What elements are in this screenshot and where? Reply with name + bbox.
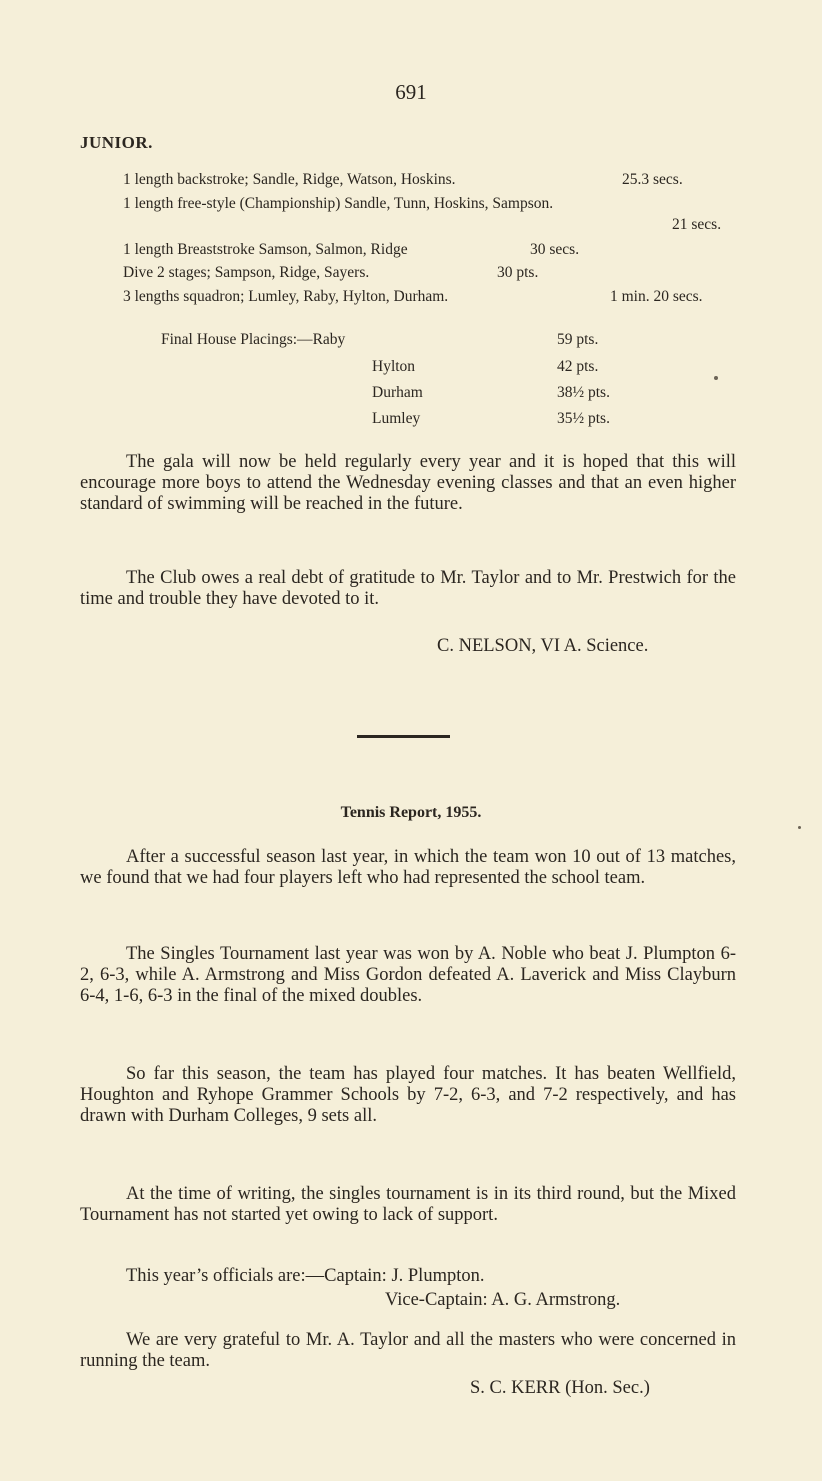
result-event: 1 length Breaststroke Samson, Salmon, Ridge bbox=[123, 241, 408, 258]
result-event: 1 length free-style (Championship) Sandle, Tunn, Hoskins, Sampson. bbox=[123, 195, 554, 212]
officials-intro: This year’s officials are:— bbox=[126, 1266, 325, 1286]
placing-house: Hylton bbox=[372, 358, 416, 375]
page-number: 691 bbox=[395, 80, 427, 104]
body-paragraph: The Singles Tournament last year was won by A. Noble who beat J. Plumpton 6-2, 6-3, while A. Armstrong and Miss Gordon defeated A. Laverick and Miss Clayburn 6-4, 1-6, 6-3 in the final of the mixed doubles. bbox=[80, 944, 736, 1006]
placing-points: 35½ pts. bbox=[557, 410, 610, 427]
result-time: 1 min. 20 secs. bbox=[610, 288, 703, 305]
officials-captain-line bbox=[126, 1266, 484, 1287]
print-speck bbox=[714, 376, 718, 380]
body-paragraph: We are very grateful to Mr. A. Taylor and all the masters who were concerned in running the team. bbox=[80, 1330, 736, 1371]
print-speck bbox=[798, 826, 801, 829]
placing-house: Durham bbox=[372, 384, 423, 401]
result-time: 25.3 secs. bbox=[622, 171, 683, 188]
officials-captain: Captain: J. Plumpton. bbox=[324, 1266, 485, 1286]
result-time: 30 secs. bbox=[530, 241, 580, 258]
officials-vice-captain: Vice-Captain: A. G. Armstrong. bbox=[385, 1290, 621, 1310]
tennis-signature: S. C. KERR (Hon. Sec.) bbox=[470, 1378, 650, 1398]
body-paragraph: After a successful season last year, in which the team won 10 out of 13 matches, we found that we had four players left who had represented the school team. bbox=[80, 847, 736, 888]
result-event: 3 lengths squadron; Lumley, Raby, Hylton, Durham. bbox=[123, 288, 449, 305]
junior-heading: JUNIOR. bbox=[80, 133, 153, 152]
placing-points: 42 pts. bbox=[557, 358, 599, 375]
placings-label: Final House Placings:— bbox=[161, 331, 313, 348]
result-time: 30 pts. bbox=[497, 264, 539, 281]
result-event: 1 length backstroke; Sandle, Ridge, Watson, Hoskins. bbox=[123, 171, 456, 188]
body-paragraph: The Club owes a real debt of gratitude to Mr. Taylor and to Mr. Prestwich for the time and trouble they have devoted to it. bbox=[80, 568, 736, 609]
swim-signature: C. NELSON, VI A. Science. bbox=[437, 636, 649, 656]
placing-points: 59 pts. bbox=[557, 331, 599, 348]
tennis-title: Tennis Report, 1955. bbox=[340, 804, 482, 821]
result-event: Dive 2 stages; Sampson, Ridge, Sayers. bbox=[123, 264, 370, 281]
placing-house: Raby bbox=[312, 331, 346, 348]
placing-house: Lumley bbox=[372, 410, 421, 427]
section-divider bbox=[357, 735, 450, 738]
body-paragraph: At the time of writing, the singles tournament is in its third round, but the Mixed Tournament has not started yet owing to lack of support. bbox=[80, 1184, 736, 1225]
result-time: 21 secs. bbox=[672, 216, 722, 233]
placings-row bbox=[161, 331, 345, 349]
placing-points: 38½ pts. bbox=[557, 384, 610, 401]
body-paragraph: So far this season, the team has played four matches. It has beaten Wellfield, Houghton and Ryhope Grammer Schools by 7-2, 6-3, and 7-2 respectively, and has drawn with Durham Colleges, 9 sets all. bbox=[80, 1064, 736, 1126]
body-paragraph: The gala will now be held regularly every year and it is hoped that this will encourage more boys to attend the Wednesday evening classes and that an even higher standard of swimming will be reached in the future. bbox=[80, 452, 736, 514]
